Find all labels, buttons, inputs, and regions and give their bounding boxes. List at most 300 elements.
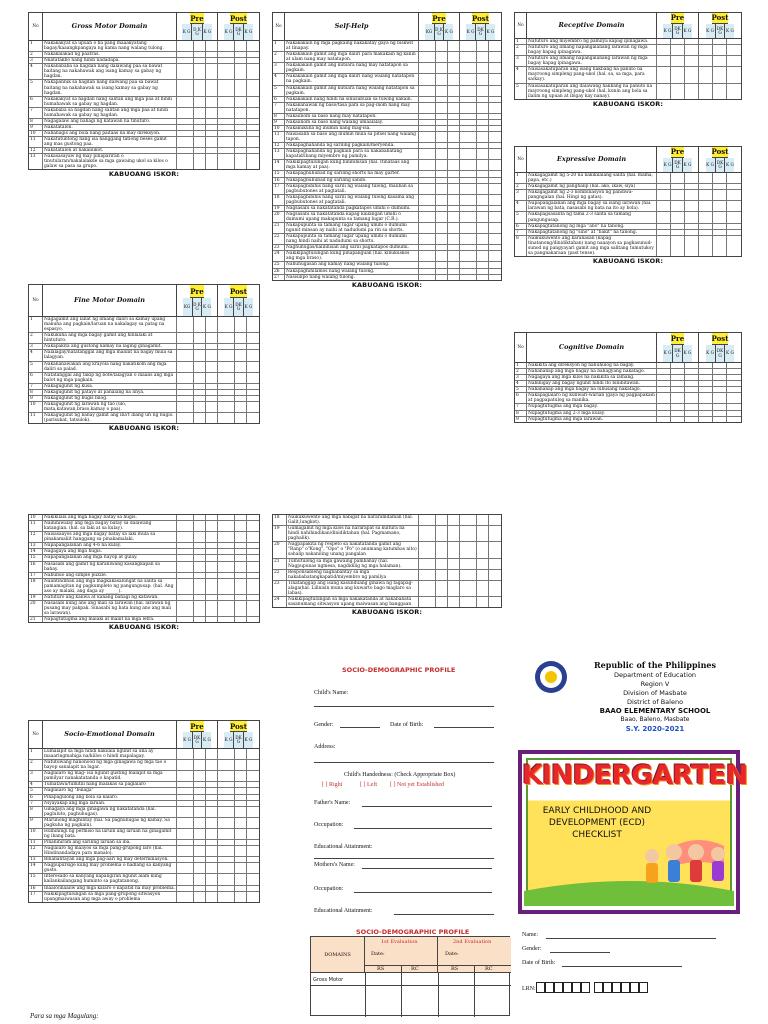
score-cell[interactable] [671, 236, 685, 256]
score-cell[interactable] [177, 892, 194, 902]
score-cell[interactable] [206, 801, 218, 806]
score-cell[interactable] [177, 595, 194, 600]
score-cell[interactable] [713, 417, 727, 422]
score-cell[interactable] [657, 387, 671, 392]
score-cell[interactable] [235, 97, 247, 107]
score-cell[interactable] [657, 411, 671, 416]
score-cell[interactable] [177, 125, 194, 130]
score-cell[interactable] [235, 413, 247, 423]
score-cell[interactable] [657, 201, 671, 211]
score-cell[interactable] [713, 45, 727, 55]
score-cell[interactable] [460, 97, 477, 102]
score-cell[interactable] [177, 771, 194, 781]
score-cell[interactable] [218, 396, 235, 401]
score-cell[interactable] [477, 275, 489, 280]
score-cell[interactable] [218, 760, 235, 770]
score-cell[interactable] [460, 74, 477, 84]
score-cell[interactable] [436, 74, 448, 84]
score-cell[interactable] [247, 137, 259, 147]
score-cell[interactable] [218, 350, 235, 360]
score-cell[interactable] [247, 579, 259, 594]
score-cell[interactable] [419, 262, 436, 267]
score-cell[interactable] [419, 126, 436, 131]
score-cell[interactable] [218, 543, 235, 548]
score-cell[interactable] [194, 97, 206, 107]
score-cell[interactable] [419, 120, 436, 125]
score-cell[interactable] [206, 818, 218, 828]
score-cell[interactable] [477, 212, 489, 222]
score-cell[interactable] [218, 344, 235, 349]
score-cell[interactable] [177, 41, 194, 51]
score-cell[interactable] [247, 154, 259, 169]
score-cell[interactable] [194, 148, 206, 153]
score-cell[interactable] [448, 41, 460, 51]
score-cell[interactable] [448, 245, 460, 250]
score-cell[interactable] [194, 829, 206, 839]
score-cell[interactable] [206, 148, 218, 153]
score-cell[interactable] [247, 601, 259, 616]
score-cell[interactable] [177, 317, 194, 332]
score-cell[interactable] [218, 80, 235, 95]
score-cell[interactable] [489, 86, 501, 96]
score-cell[interactable] [657, 230, 671, 235]
score-cell[interactable] [235, 119, 247, 124]
score-cell[interactable] [218, 863, 235, 873]
score-cell[interactable] [713, 381, 727, 386]
score-cell[interactable] [177, 788, 194, 793]
score-cell[interactable] [713, 212, 727, 222]
score-cell[interactable] [247, 595, 259, 600]
score-cell[interactable] [194, 846, 206, 856]
score-cell[interactable] [218, 749, 235, 759]
score-cell[interactable] [235, 137, 247, 147]
score-cell[interactable] [727, 224, 741, 229]
score-cell[interactable] [177, 863, 194, 873]
score-cell[interactable] [218, 390, 235, 395]
score-cell[interactable] [206, 573, 218, 578]
score-cell[interactable] [699, 393, 713, 403]
score-cell[interactable] [657, 184, 671, 189]
score-cell[interactable] [247, 521, 259, 531]
score-cell[interactable] [448, 251, 460, 261]
score-cell[interactable] [489, 195, 501, 205]
score-cell[interactable] [177, 154, 194, 169]
score-cell[interactable] [477, 206, 489, 211]
score-cell[interactable] [436, 132, 448, 142]
score-cell[interactable] [727, 404, 741, 409]
score-cell[interactable] [247, 840, 259, 845]
score-cell[interactable] [206, 829, 218, 839]
score-cell[interactable] [235, 829, 247, 839]
score-cell[interactable] [460, 269, 477, 274]
score-cell[interactable] [194, 384, 206, 389]
score-cell[interactable] [218, 782, 235, 787]
score-cell[interactable] [235, 601, 247, 616]
score-cell[interactable] [235, 362, 247, 372]
score-cell[interactable] [713, 363, 727, 368]
score-cell[interactable] [448, 63, 460, 73]
score-cell[interactable] [685, 201, 699, 211]
score-cell[interactable] [699, 387, 713, 392]
score-cell[interactable] [477, 251, 489, 261]
score-cell[interactable] [671, 411, 685, 416]
score-cell[interactable] [448, 120, 460, 125]
score-cell[interactable] [477, 234, 489, 244]
score-cell[interactable] [247, 886, 259, 891]
score-cell[interactable] [713, 224, 727, 229]
score-cell[interactable] [194, 788, 206, 793]
score-cell[interactable] [460, 120, 477, 125]
score-cell[interactable] [713, 387, 727, 392]
score-cell[interactable] [671, 375, 685, 380]
score-cell[interactable] [177, 362, 194, 372]
score-cell[interactable] [685, 369, 699, 374]
score-cell[interactable] [247, 131, 259, 136]
score-cell[interactable] [194, 892, 206, 902]
score-cell[interactable] [436, 515, 448, 525]
score-cell[interactable] [460, 52, 477, 62]
score-cell[interactable] [477, 570, 489, 580]
score-cell[interactable] [419, 74, 436, 84]
score-cell[interactable] [448, 269, 460, 274]
score-cell[interactable] [177, 555, 194, 560]
score-cell[interactable] [247, 788, 259, 793]
score-cell[interactable] [247, 317, 259, 332]
score-cell[interactable] [218, 857, 235, 862]
score-cell[interactable] [713, 375, 727, 380]
score-cell[interactable] [657, 45, 671, 55]
score-cell[interactable] [460, 41, 477, 51]
score-cell[interactable] [685, 363, 699, 368]
score-cell[interactable] [194, 807, 206, 817]
score-cell[interactable] [477, 597, 489, 607]
score-cell[interactable] [699, 224, 713, 229]
score-cell[interactable] [218, 64, 235, 79]
score-cell[interactable] [194, 617, 206, 622]
score-cell[interactable] [177, 573, 194, 578]
score-cell[interactable] [235, 886, 247, 891]
score-cell[interactable] [194, 562, 206, 572]
score-cell[interactable] [235, 52, 247, 57]
score-cell[interactable] [685, 236, 699, 256]
score-cell[interactable] [206, 80, 218, 95]
score-cell[interactable] [460, 570, 477, 580]
score-cell[interactable] [419, 143, 436, 148]
score-cell[interactable] [489, 597, 501, 607]
score-cell[interactable] [235, 396, 247, 401]
score-cell[interactable] [657, 212, 671, 222]
score-cell[interactable] [460, 132, 477, 142]
score-cell[interactable] [194, 782, 206, 787]
score-cell[interactable] [489, 41, 501, 51]
score-cell[interactable] [177, 521, 194, 531]
score-cell[interactable] [460, 206, 477, 211]
score-cell[interactable] [727, 381, 741, 386]
score-cell[interactable] [460, 559, 477, 569]
score-cell[interactable] [448, 526, 460, 541]
score-cell[interactable] [218, 384, 235, 389]
score-cell[interactable] [206, 413, 218, 423]
score-cell[interactable] [448, 97, 460, 102]
score-cell[interactable] [671, 56, 685, 66]
score-cell[interactable] [206, 788, 218, 793]
score-cell[interactable] [247, 108, 259, 118]
score-cell[interactable] [177, 390, 194, 395]
score-cell[interactable] [419, 570, 436, 580]
score-cell[interactable] [657, 190, 671, 200]
score-cell[interactable] [699, 84, 713, 99]
score-cell[interactable] [194, 108, 206, 118]
score-cell[interactable] [218, 807, 235, 817]
score-cell[interactable] [460, 86, 477, 96]
score-cell[interactable] [419, 114, 436, 119]
score-cell[interactable] [247, 413, 259, 423]
score-cell[interactable] [448, 132, 460, 142]
score-cell[interactable] [489, 223, 501, 233]
score-cell[interactable] [177, 818, 194, 828]
score-cell[interactable] [177, 617, 194, 622]
score-cell[interactable] [436, 212, 448, 222]
score-cell[interactable] [671, 393, 685, 403]
score-cell[interactable] [194, 595, 206, 600]
score-cell[interactable] [699, 411, 713, 416]
score-cell[interactable] [247, 125, 259, 130]
score-cell[interactable] [177, 373, 194, 383]
score-cell[interactable] [477, 515, 489, 525]
score-cell[interactable] [235, 818, 247, 828]
score-cell[interactable] [247, 64, 259, 79]
cover-gender-field[interactable] [550, 952, 610, 953]
score-cell[interactable] [419, 223, 436, 233]
score-cell[interactable] [685, 67, 699, 82]
score-cell[interactable] [448, 206, 460, 211]
score-cell[interactable] [489, 515, 501, 525]
score-cell[interactable] [489, 245, 501, 250]
score-cell[interactable] [235, 532, 247, 542]
score-cell[interactable] [194, 413, 206, 423]
score-cell[interactable] [218, 131, 235, 136]
score-cell[interactable] [671, 173, 685, 183]
score-cell[interactable] [247, 396, 259, 401]
score-cell[interactable] [657, 84, 671, 99]
score-cell[interactable] [218, 58, 235, 63]
score-cell[interactable] [448, 275, 460, 280]
score-cell[interactable] [247, 350, 259, 360]
score-cell[interactable] [448, 515, 460, 525]
score-cell[interactable] [448, 149, 460, 159]
score-cell[interactable] [235, 840, 247, 845]
score-cell[interactable] [727, 369, 741, 374]
score-cell[interactable] [727, 201, 741, 211]
score-cell[interactable] [685, 224, 699, 229]
left-checkbox[interactable]: [ ] Left [360, 782, 377, 788]
score-cell[interactable] [436, 143, 448, 148]
score-cell[interactable] [206, 807, 218, 817]
score-cell[interactable] [247, 119, 259, 124]
score-cell[interactable] [194, 801, 206, 806]
educ2-field[interactable] [394, 914, 494, 915]
score-cell[interactable] [206, 317, 218, 332]
score-cell[interactable] [671, 417, 685, 422]
score-cell[interactable] [436, 103, 448, 113]
score-cell[interactable] [685, 375, 699, 380]
score-cell[interactable] [436, 171, 448, 176]
score-cell[interactable] [177, 58, 194, 63]
score-cell[interactable] [477, 86, 489, 96]
score-cell[interactable] [177, 119, 194, 124]
score-cell[interactable] [194, 344, 206, 349]
score-cell[interactable] [235, 749, 247, 759]
score-cell[interactable] [247, 782, 259, 787]
score-cell[interactable] [657, 417, 671, 422]
occupation-field[interactable] [354, 828, 492, 829]
score-cell[interactable] [477, 245, 489, 250]
score-cell[interactable] [218, 402, 235, 412]
score-cell[interactable] [419, 275, 436, 280]
score-cell[interactable] [671, 39, 685, 44]
score-cell[interactable] [419, 206, 436, 211]
score-cell[interactable] [489, 132, 501, 142]
score-cell[interactable] [448, 160, 460, 170]
score-cell[interactable] [436, 149, 448, 159]
score-cell[interactable] [685, 184, 699, 189]
score-cell[interactable] [671, 369, 685, 374]
score-cell[interactable] [206, 362, 218, 372]
score-cell[interactable] [460, 581, 477, 596]
score-cell[interactable] [460, 184, 477, 194]
score-cell[interactable] [460, 126, 477, 131]
score-cell[interactable] [218, 515, 235, 520]
score-cell[interactable] [419, 149, 436, 159]
score-cell[interactable] [477, 184, 489, 194]
score-cell[interactable] [218, 801, 235, 806]
score-cell[interactable] [206, 601, 218, 616]
cover-name-field[interactable] [546, 938, 716, 939]
score-cell[interactable] [194, 402, 206, 412]
score-cell[interactable] [206, 119, 218, 124]
score-cell[interactable] [448, 597, 460, 607]
child-name-field[interactable] [314, 706, 494, 707]
score-cell[interactable] [448, 581, 460, 596]
score-cell[interactable] [194, 840, 206, 845]
score-cell[interactable] [436, 114, 448, 119]
score-cell[interactable] [235, 80, 247, 95]
score-cell[interactable] [194, 532, 206, 542]
score-cell[interactable] [206, 543, 218, 548]
score-cell[interactable] [235, 549, 247, 554]
score-cell[interactable] [206, 373, 218, 383]
score-cell[interactable] [235, 573, 247, 578]
score-cell[interactable] [194, 874, 206, 884]
score-cell[interactable] [247, 97, 259, 107]
score-cell[interactable] [436, 52, 448, 62]
score-cell[interactable] [247, 373, 259, 383]
score-cell[interactable] [247, 829, 259, 839]
score-cell[interactable] [436, 234, 448, 244]
score-cell[interactable] [247, 818, 259, 828]
score-cell[interactable] [247, 807, 259, 817]
score-cell[interactable] [247, 749, 259, 759]
score-cell[interactable] [713, 201, 727, 211]
score-cell[interactable] [218, 892, 235, 902]
score-cell[interactable] [206, 58, 218, 63]
score-cell[interactable] [448, 126, 460, 131]
gender-field[interactable] [340, 727, 380, 728]
score-cell[interactable] [460, 63, 477, 73]
score-cell[interactable] [489, 120, 501, 125]
score-cell[interactable] [436, 275, 448, 280]
score-cell[interactable] [671, 381, 685, 386]
score-cell[interactable] [699, 404, 713, 409]
score-cell[interactable] [235, 562, 247, 572]
score-cell[interactable] [477, 41, 489, 51]
score-cell[interactable] [206, 840, 218, 845]
score-cell[interactable] [448, 52, 460, 62]
score-cell[interactable] [685, 212, 699, 222]
score-cell[interactable] [235, 771, 247, 781]
score-cell[interactable] [194, 58, 206, 63]
score-cell[interactable] [247, 573, 259, 578]
score-cell[interactable] [489, 526, 501, 541]
score-cell[interactable] [194, 119, 206, 124]
address-field[interactable] [314, 762, 494, 763]
score-cell[interactable] [489, 184, 501, 194]
score-cell[interactable] [699, 201, 713, 211]
score-cell[interactable] [235, 801, 247, 806]
score-cell[interactable] [218, 562, 235, 572]
score-cell[interactable] [477, 74, 489, 84]
score-cell[interactable] [460, 526, 477, 541]
score-cell[interactable] [489, 269, 501, 274]
score-cell[interactable] [448, 114, 460, 119]
score-cell[interactable] [218, 532, 235, 542]
score-cell[interactable] [713, 67, 727, 82]
score-cell[interactable] [177, 148, 194, 153]
score-cell[interactable] [235, 390, 247, 395]
score-cell[interactable] [671, 212, 685, 222]
score-cell[interactable] [206, 846, 218, 856]
score-cell[interactable] [727, 184, 741, 189]
score-cell[interactable] [713, 173, 727, 183]
score-cell[interactable] [218, 579, 235, 594]
score-cell[interactable] [235, 782, 247, 787]
score-cell[interactable] [194, 543, 206, 548]
score-cell[interactable] [727, 393, 741, 403]
score-cell[interactable] [699, 363, 713, 368]
score-cell[interactable] [218, 617, 235, 622]
score-cell[interactable] [671, 84, 685, 99]
score-cell[interactable] [177, 549, 194, 554]
score-cell[interactable] [436, 206, 448, 211]
score-cell[interactable] [194, 41, 206, 51]
score-cell[interactable] [235, 333, 247, 343]
score-cell[interactable] [685, 381, 699, 386]
score-cell[interactable] [247, 543, 259, 548]
score-cell[interactable] [194, 515, 206, 520]
score-cell[interactable] [489, 126, 501, 131]
score-cell[interactable] [206, 344, 218, 349]
score-cell[interactable] [194, 362, 206, 372]
score-cell[interactable] [235, 543, 247, 548]
cover-dob-field[interactable] [562, 966, 682, 967]
lrn-boxes[interactable] [536, 982, 648, 993]
score-cell[interactable] [177, 384, 194, 389]
score-cell[interactable] [177, 846, 194, 856]
score-cell[interactable] [247, 402, 259, 412]
score-cell[interactable] [477, 526, 489, 541]
score-cell[interactable] [235, 58, 247, 63]
score-cell[interactable] [247, 555, 259, 560]
